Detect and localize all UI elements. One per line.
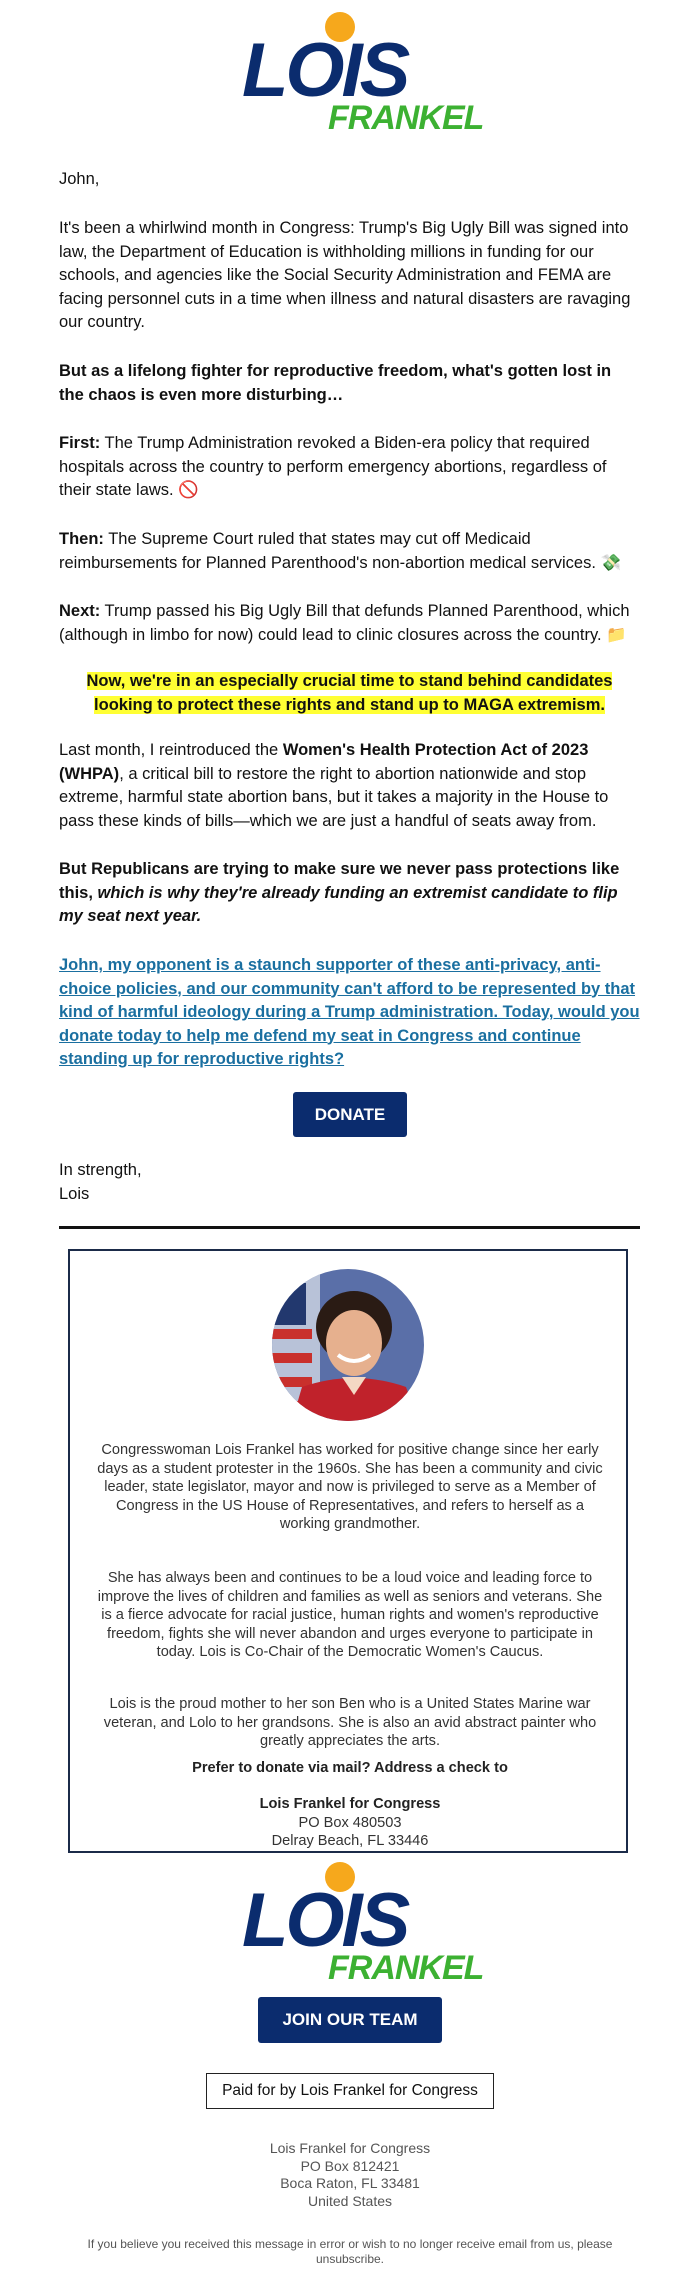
- greeting: John,: [59, 170, 100, 188]
- footer-address-city: Boca Raton, FL 33481: [280, 2175, 420, 2191]
- footer-logo: [240, 1860, 484, 1987]
- whpa-pre: Last month, I reintroduced the: [59, 741, 283, 759]
- join-our-team-button[interactable]: JOIN OUR TEAM: [258, 1997, 442, 2043]
- lois-frankel-logo: [240, 10, 484, 137]
- mail-city: Delray Beach, FL 33446: [271, 1833, 429, 1850]
- whpa-bill-name: Women's Health Protection Act of 2023 (WHPA): [59, 741, 589, 783]
- portrait-avatar: [272, 1269, 424, 1421]
- footer-address-name: Lois Frankel for Congress: [269, 2140, 431, 2156]
- highlight-paragraph: [59, 670, 640, 717]
- folder-icon: 📁: [606, 625, 627, 644]
- republicans-paragraph: [59, 858, 640, 929]
- first-text: The Trump Administration revoked a Biden-era policy that required hospitals across the country to perform emergency abortions, regardless of their state laws.: [59, 434, 607, 499]
- footer-address-country: United States: [307, 2192, 393, 2209]
- signoff-line1: In strength,: [59, 1161, 142, 1179]
- money-icon: 💸: [600, 553, 622, 572]
- logo-word-lois: LOIS: [242, 1878, 408, 1963]
- logo-word-frankel: FRANKEL: [328, 1949, 484, 1987]
- mail-name: Lois Frankel for Congress: [259, 1796, 441, 1812]
- unsubscribe-text[interactable]: If you believe you received this message in error or wish to no longer receive email from us, please unsubscribe.: [87, 2237, 613, 2266]
- next-text: Trump passed his Big Ugly Bill that defunds Planned Parenthood, which (although in limbo for now) could lead to clinic closures across the country.: [59, 602, 630, 644]
- bio-paragraph-1: Congresswoman Lois Frankel has worked for positive change since her early days as a student protester in the 1960s. She has been a community and civic leader, state legislator, mayor and now is privileged to serve as a Member of Congress in the US House of Representatives, and refers to herself as a working grandmother.: [97, 1442, 603, 1533]
- mail-box: PO Box 480503: [298, 1814, 402, 1831]
- section-divider: [59, 1226, 640, 1229]
- footer-address-box: PO Box 812421: [300, 2157, 400, 2174]
- logo-word-frankel: FRANKEL: [328, 99, 484, 137]
- next-paragraph: [59, 600, 640, 647]
- appeal-link[interactable]: John, my opponent is a staunch supporter of these anti-privacy, anti-choice policies, and our community can't afford to be represented by that kind of harmful ideology during a Trump administration. Today, would you donate today to help me defend my seat in Congress and continue standing up for reproductive rights?: [59, 956, 640, 1068]
- first-paragraph: [59, 432, 640, 503]
- republicans-italic: which is why they're already funding an extremist candidate to flip my seat next year.: [59, 883, 618, 925]
- then-paragraph: [59, 528, 640, 575]
- paid-for-box: Paid for by Lois Frankel for Congress: [206, 2073, 494, 2109]
- lois-frankel-logo-footer: [240, 1860, 484, 1987]
- highlight-text: Now, we're in an especially crucial time to stand behind candidates looking to protect these rights and stand up to MAGA extremism.: [86, 672, 613, 714]
- footer-address: [150, 2140, 550, 2210]
- republicans-bold: But Republicans are trying to make sure we never pass protections like this,: [59, 860, 620, 902]
- logo-word-lois: LOIS: [242, 28, 408, 113]
- disturbing-paragraph: But as a lifelong fighter for reproductive freedom, what's gotten lost in the chaos is even more disturbing…: [59, 362, 612, 404]
- intro-paragraph: It's been a whirlwind month in Congress: Trump's Big Ugly Bill was signed into law, the Department of Education is withholding millions in funding for our schools, and agencies like the Social Security Administration and FEMA are facing personnel cuts in a time when illness and natural disasters are ravaging our country.: [59, 219, 631, 331]
- donate-button[interactable]: DONATE: [293, 1092, 407, 1137]
- bio-box: [68, 1249, 628, 1853]
- bio-paragraph-3: Lois is the proud mother to her son Ben who is a United States Marine war veteran, and Lolo to her grandsons. She is also an avid abstract painter who greatly appreciates the arts.: [103, 1696, 597, 1750]
- signoff-line2: Lois: [59, 1184, 90, 1203]
- next-label: Next:: [59, 602, 101, 620]
- whpa-paragraph: [59, 739, 640, 833]
- whpa-post: , a critical bill to restore the right to abortion nationwide and stop extreme, harmful state abortion bans, but it takes a majority in the House to pass these kinds of bills—which we are just a handful of seats away from.: [59, 764, 609, 830]
- header-logo: [240, 10, 484, 137]
- bio-paragraph-2: She has always been and continues to be a loud voice and leading force to improve the lives of children and families as well as seniors and veterans. She is a fierce advocate for racial justice, human rights and women's reproductive freedom, fights she will never abandon and urges everyone to participate in today. Lois is Co-Chair of the Democratic Women's Caucus.: [97, 1570, 603, 1661]
- no-entry-icon: 🚫: [178, 481, 199, 499]
- mail-heading: Prefer to donate via mail? Address a check to: [192, 1760, 508, 1776]
- then-label: Then:: [59, 530, 104, 548]
- first-label: First:: [59, 434, 101, 452]
- then-text: The Supreme Court ruled that states may cut off Medicaid reimbursements for Planned Parenthood's non-abortion medical services.: [59, 530, 601, 572]
